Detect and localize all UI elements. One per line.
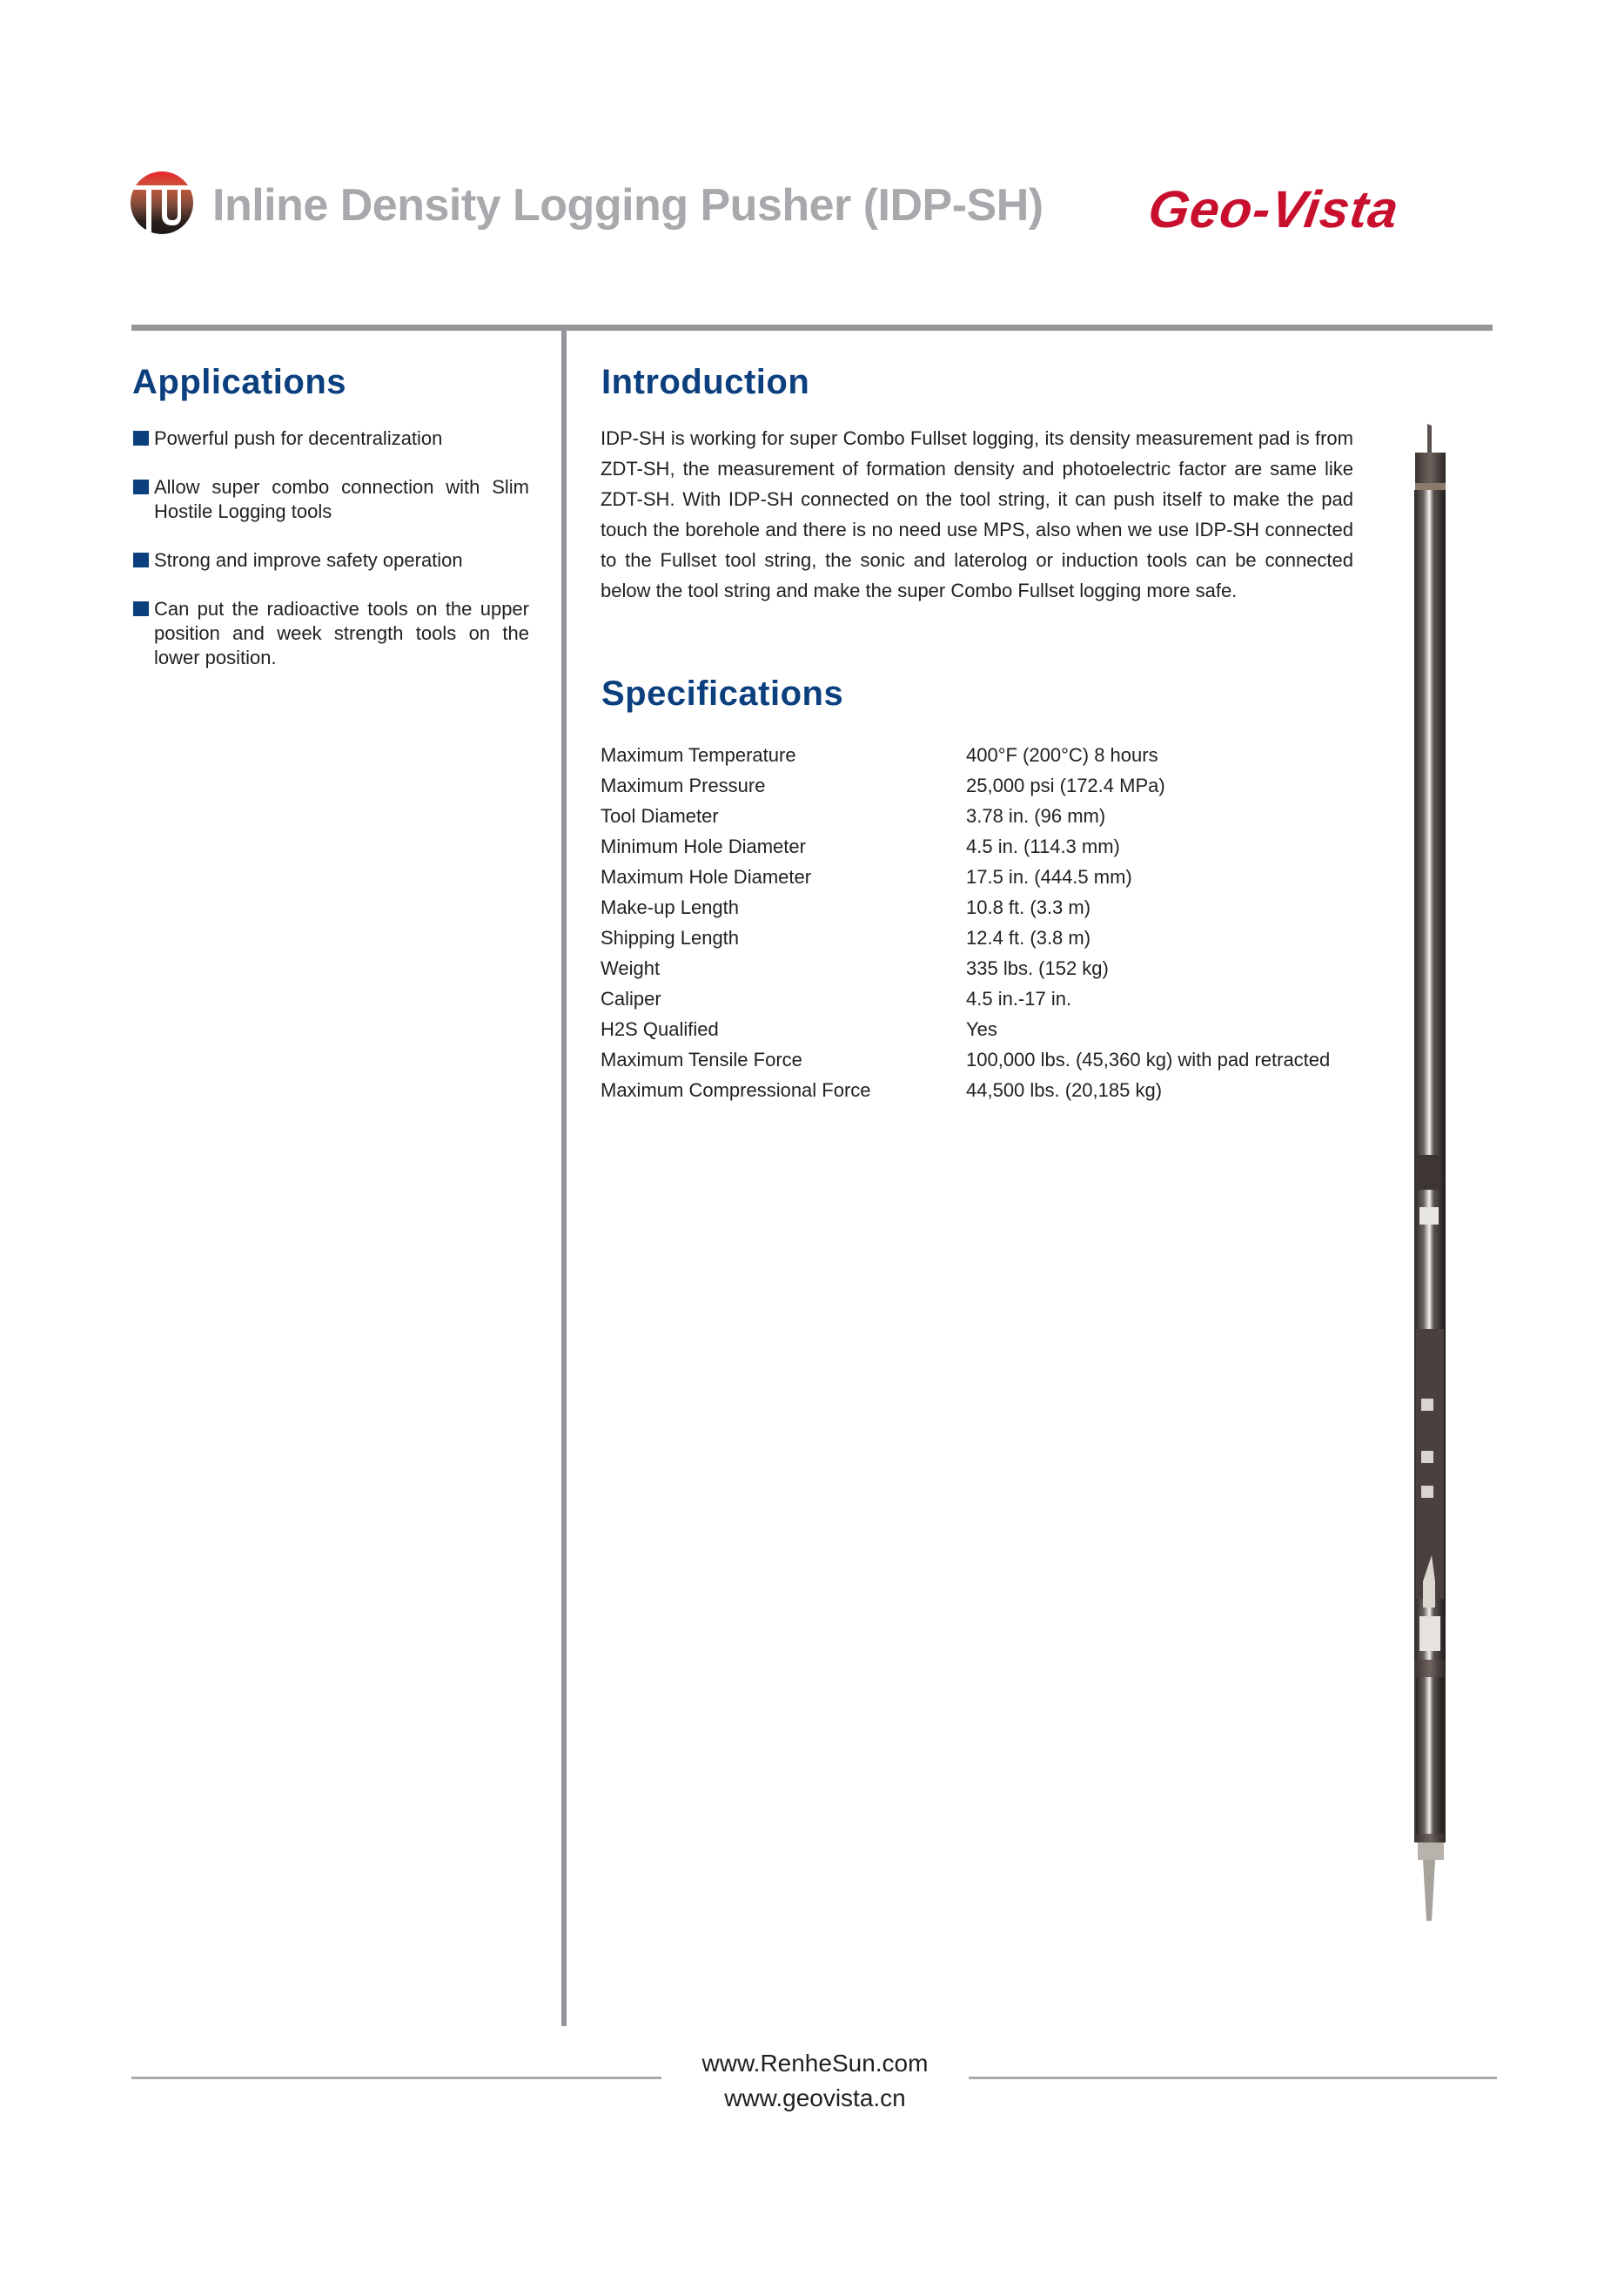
spec-value: 400°F (200°C) 8 hours [966, 744, 1158, 766]
square-bullet-icon [133, 480, 149, 494]
introduction-heading: Introduction [601, 363, 810, 401]
spec-label: Maximum Temperature [601, 744, 796, 766]
application-text: Strong and improve safety operation [154, 549, 463, 571]
application-item [133, 475, 529, 524]
application-item [133, 597, 529, 670]
applications-list [133, 426, 529, 695]
specifications-heading: Specifications [601, 675, 844, 713]
spec-label: Maximum Hole Diameter [601, 866, 812, 888]
spec-row [601, 770, 1330, 801]
spec-label: Weight [601, 957, 661, 979]
spec-value: 44,500 lbs. (20,185 kg) [966, 1079, 1163, 1101]
application-item [133, 426, 529, 451]
specifications-table [601, 740, 1330, 1105]
footer-rule-right [969, 2077, 1497, 2079]
spec-row [601, 983, 1330, 1014]
spec-value: 25,000 psi (172.4 MPa) [966, 775, 1165, 796]
spec-row [601, 801, 1330, 831]
spec-value: 100,000 lbs. (45,360 kg) with pad retracted [966, 1049, 1331, 1071]
spec-label: Maximum Tensile Force [601, 1049, 802, 1071]
spec-row [601, 1014, 1330, 1044]
application-item [133, 548, 529, 573]
logging-tool-image [1406, 424, 1458, 1925]
spec-label: Caliper [601, 988, 661, 1010]
column-divider [561, 325, 567, 2026]
geo-vista-brand-logo: Geo-Vista [1144, 180, 1403, 238]
spec-label: Maximum Compressional Force [601, 1079, 871, 1101]
spec-value: Yes [966, 1018, 997, 1040]
square-bullet-icon [133, 601, 149, 616]
spec-value: 4.5 in.-17 in. [966, 988, 1072, 1010]
spec-label: Shipping Length [601, 927, 740, 949]
spec-row [601, 862, 1330, 892]
spec-row [601, 892, 1330, 923]
spec-label: Make-up Length [601, 896, 739, 918]
spec-row [601, 1044, 1330, 1075]
square-bullet-icon [133, 431, 149, 446]
spec-label: Maximum Pressure [601, 775, 766, 796]
spec-label: H2S Qualified [601, 1018, 719, 1040]
spec-value: 4.5 in. (114.3 mm) [966, 836, 1120, 857]
spec-value: 17.5 in. (444.5 mm) [966, 866, 1132, 888]
introduction-paragraph: IDP-SH is working for super Combo Fullset logging, its density measurement pad is from ZDT-SH, the measurement of formation density and photoelectric factor are same like ZDT-SH. With IDP-SH connected on the tool string, it can push itself to make the pad touch the borehole and there is no need use MPS, also when we use IDP-SH connected to the Fullset tool string, the sonic and laterolog or induction tools can be connected below the tool string and make the super Combo Fullset logging more safe. [601, 427, 1353, 601]
header-rule [131, 325, 1493, 331]
application-text: Can put the radioactive tools on the upper position and week strength tools on the lower position. [154, 598, 529, 668]
renhe-logo-icon [131, 171, 193, 234]
spec-value: 10.8 ft. (3.3 m) [966, 896, 1091, 918]
footer-link-renhesun[interactable]: www.RenheSun.com [701, 2050, 929, 2077]
spec-value: 12.4 ft. (3.8 m) [966, 927, 1091, 949]
spec-row [601, 923, 1330, 953]
spec-value: 335 lbs. (152 kg) [966, 957, 1109, 979]
footer-rule-left [131, 2077, 661, 2079]
spec-label: Tool Diameter [601, 805, 719, 827]
spec-row [601, 953, 1330, 983]
spec-row [601, 831, 1330, 862]
applications-heading: Applications [132, 363, 347, 401]
spec-row [601, 740, 1330, 770]
application-text: Allow super combo connection with Slim Hostile Logging tools [154, 476, 529, 522]
application-text: Powerful push for decentralization [154, 427, 443, 449]
spec-value: 3.78 in. (96 mm) [966, 805, 1106, 827]
footer-link-geovista[interactable]: www.geovista.cn [724, 2084, 906, 2111]
spec-label: Minimum Hole Diameter [601, 836, 806, 857]
square-bullet-icon [133, 553, 149, 567]
spec-row [601, 1075, 1330, 1105]
document-title: Inline Density Logging Pusher (IDP-SH) [212, 180, 1044, 231]
